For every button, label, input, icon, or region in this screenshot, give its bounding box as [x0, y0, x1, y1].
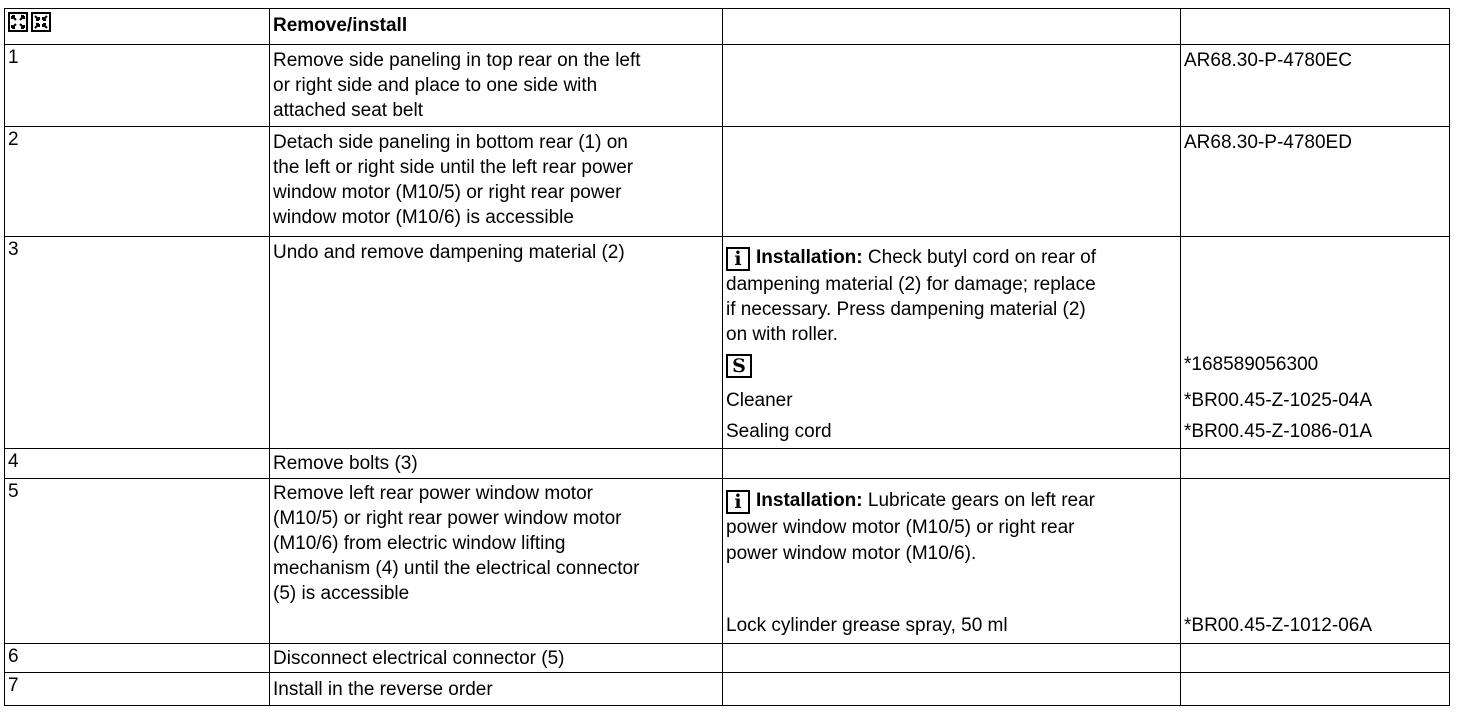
step-instruction: Undo and remove dampening material (2) — [270, 237, 723, 449]
step-number: 5 — [5, 479, 270, 644]
expand-all-icon[interactable] — [8, 12, 28, 32]
table-row — [5, 237, 1450, 449]
special-tool-icon[interactable]: S — [726, 354, 752, 378]
step-number: 3 — [5, 237, 270, 449]
references-cell — [1181, 237, 1450, 449]
step-number: 2 — [5, 127, 270, 237]
table-row — [5, 127, 1450, 237]
reference-link[interactable]: AR68.30-P-4780ED — [1184, 132, 1352, 153]
step-number: 4 — [5, 449, 270, 479]
table-row — [5, 479, 1450, 644]
installation-note-cell: i Installation: Check butyl cord on rear of dampening material (2) for damage; replace if necessary. Press dampening material (2) on with roller. S Cleaner Sealing cord — [723, 237, 1181, 449]
reference-link[interactable]: AR68.30-P-4780EC — [1184, 50, 1352, 71]
step-number: 1 — [5, 45, 270, 127]
step-instruction: Remove left rear power window motor (M10/5) or right rear power window motor (M10/6) from electric window lifting mechanism (4) until the electrical connector (5) is accessible — [270, 479, 723, 644]
material-name: Sealing cord — [726, 421, 832, 442]
tool-reference-link[interactable]: *168589056300 — [1184, 354, 1319, 375]
collapse-all-icon[interactable] — [31, 12, 51, 32]
table-row — [5, 45, 1450, 127]
step-instruction: Detach side paneling in bottom rear (1) on the left or right side until the left rear power window motor (M10/5) or right rear power window motor (M10/6) is accessible — [270, 127, 723, 237]
table-row — [5, 644, 1450, 673]
step-number: 6 — [5, 644, 270, 673]
material-reference-link[interactable]: *BR00.45-Z-1012-06A — [1184, 615, 1372, 636]
step-instruction: Remove bolts (3) — [270, 449, 723, 479]
material-reference-link[interactable]: *BR00.45-Z-1025-04A — [1184, 390, 1372, 411]
note-label: Installation: — [756, 247, 863, 268]
page-title: Remove/install — [273, 15, 408, 36]
header-title-cell — [270, 9, 723, 45]
info-icon: i — [726, 247, 750, 271]
material-reference-link[interactable]: *BR00.45-Z-1086-01A — [1184, 421, 1372, 442]
material-name: Lock cylinder grease spray, 50 ml — [726, 615, 1008, 636]
header-icons-cell — [5, 9, 270, 45]
step-instruction: Disconnect electrical connector (5) — [270, 644, 723, 673]
note-label: Installation: — [756, 490, 863, 511]
table-row — [5, 673, 1450, 706]
material-name: Cleaner — [726, 390, 793, 411]
info-icon: i — [726, 490, 750, 514]
step-instruction: Remove side paneling in top rear on the left or right side and place to one side with attached seat belt — [270, 45, 723, 127]
step-instruction: Install in the reverse order — [270, 673, 723, 706]
table-header-row — [5, 9, 1450, 45]
procedure-table — [4, 8, 1450, 706]
step-number: 7 — [5, 673, 270, 706]
table-row — [5, 449, 1450, 479]
references-cell — [1181, 479, 1450, 644]
installation-note-cell: i Installation: Lubricate gears on left rear power window motor (M10/5) or right rear power window motor (M10/6). Lock cylinder grease spray, 50 ml — [723, 479, 1181, 644]
